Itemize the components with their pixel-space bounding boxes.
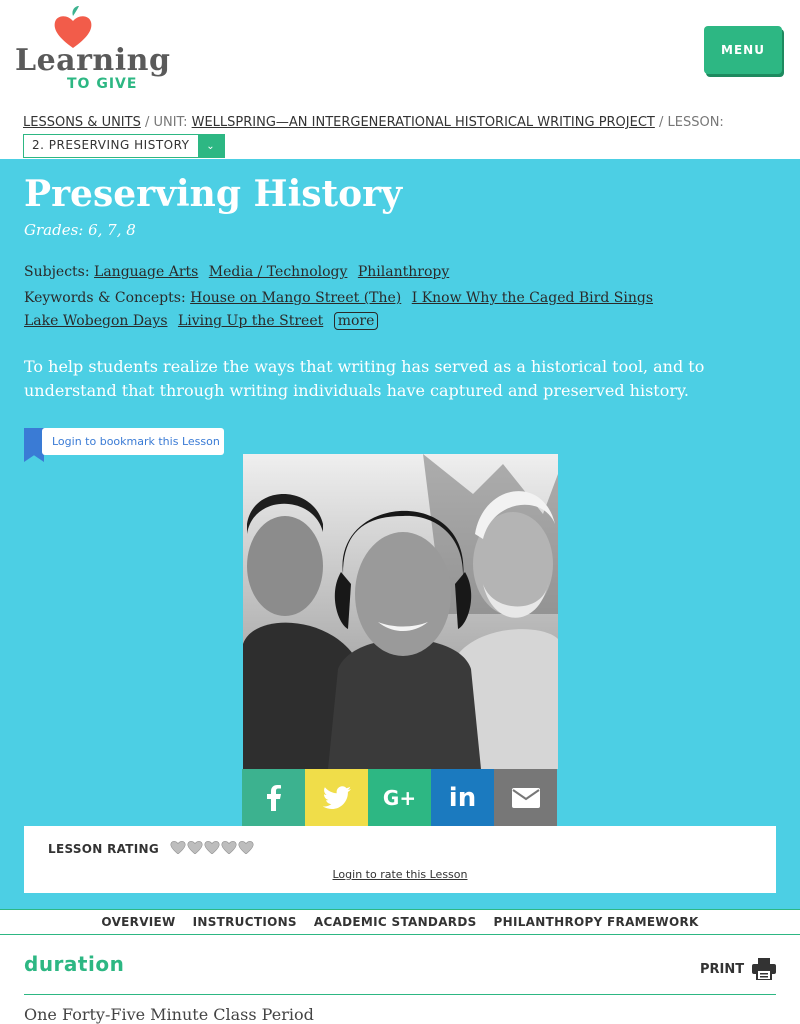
tab-instructions[interactable]: INSTRUCTIONS <box>192 915 297 929</box>
lesson-rating-panel <box>24 826 776 893</box>
print-button[interactable] <box>700 958 776 980</box>
print-label: PRINT <box>700 961 745 977</box>
logo-wordmark: Learning <box>15 43 171 78</box>
keywords-row <box>24 290 659 306</box>
tab-academic-standards[interactable]: ACADEMIC STANDARDS <box>313 915 477 929</box>
breadcrumb-separator: / LESSON: <box>654 115 724 130</box>
three-generations-photo <box>243 454 558 769</box>
keyword-link[interactable]: I Know Why the Caged Bird Sings <box>411 290 653 306</box>
rating-heart-icon[interactable] <box>204 840 220 854</box>
lesson-dropdown-value: 2. PRESERVING HISTORY <box>32 138 190 152</box>
rate-login-link[interactable]: Login to rate this Lesson <box>332 868 468 881</box>
site-logo[interactable] <box>15 6 175 92</box>
keyword-link[interactable]: Living Up the Street <box>177 313 324 329</box>
twitter-icon[interactable] <box>305 769 368 826</box>
email-icon[interactable] <box>494 769 557 826</box>
duration-heading: duration <box>24 952 125 976</box>
rating-heart-icon[interactable] <box>238 840 254 854</box>
keyword-link[interactable]: House on Mango Street (The) <box>190 290 402 306</box>
duration-value: One Forty-Five Minute Class Period <box>24 1005 314 1024</box>
lesson-photo <box>243 454 558 769</box>
bookmark-icon <box>24 428 44 462</box>
share-bar <box>242 769 557 826</box>
rating-heart-icon[interactable] <box>221 840 237 854</box>
breadcrumb-separator: / UNIT: <box>140 115 192 130</box>
grades-label: Grades: 6, 7, 8 <box>24 221 136 239</box>
breadcrumb-lessons-units[interactable]: LESSONS & UNITS <box>23 115 141 130</box>
page-title: Preserving History <box>24 173 403 215</box>
rating-heart-icon[interactable] <box>170 840 186 854</box>
subjects-label: Subjects: <box>24 264 90 280</box>
keyword-link[interactable]: Lake Wobegon Days <box>24 313 168 329</box>
site-header <box>0 0 800 110</box>
subject-link[interactable]: Media / Technology <box>208 264 348 280</box>
tab-philanthropy-framework[interactable]: PHILANTHROPY FRAMEWORK <box>493 915 699 929</box>
more-keywords-button[interactable]: more <box>334 312 379 330</box>
keywords-label: Keywords & Concepts: <box>24 290 186 306</box>
bookmark-label: Login to bookmark this Lesson <box>42 428 224 455</box>
google-plus-icon[interactable]: G+ <box>368 769 431 826</box>
subjects-row <box>24 264 455 280</box>
rating-heart-icon[interactable] <box>187 840 203 854</box>
section-divider <box>24 994 776 995</box>
menu-button[interactable]: MENU <box>704 26 782 74</box>
subject-link[interactable]: Philanthropy <box>357 264 450 280</box>
subject-link[interactable]: Language Arts <box>94 264 199 280</box>
breadcrumb <box>23 114 793 132</box>
printer-icon <box>752 958 776 980</box>
keywords-row-2 <box>24 312 378 330</box>
logo-subtitle: TO GIVE <box>67 76 138 92</box>
lesson-dropdown[interactable] <box>23 134 225 158</box>
lesson-description: To help students realize the ways that writing has served as a historical tool, and to understand that through writing individuals have captured and preserved history. <box>24 357 705 400</box>
rating-label: LESSON RATING <box>48 842 160 856</box>
linkedin-icon[interactable]: in <box>431 769 494 826</box>
lesson-tabs <box>0 909 800 935</box>
breadcrumb-unit[interactable]: WELLSPRING—AN INTERGENERATIONAL HISTORICAL WRITING PROJECT <box>191 115 655 130</box>
tab-overview[interactable]: OVERVIEW <box>101 915 176 929</box>
lesson-hero <box>0 159 800 909</box>
facebook-icon[interactable] <box>242 769 305 826</box>
chevron-down-icon: ⌄ <box>198 135 224 157</box>
rating-hearts[interactable] <box>170 840 254 854</box>
